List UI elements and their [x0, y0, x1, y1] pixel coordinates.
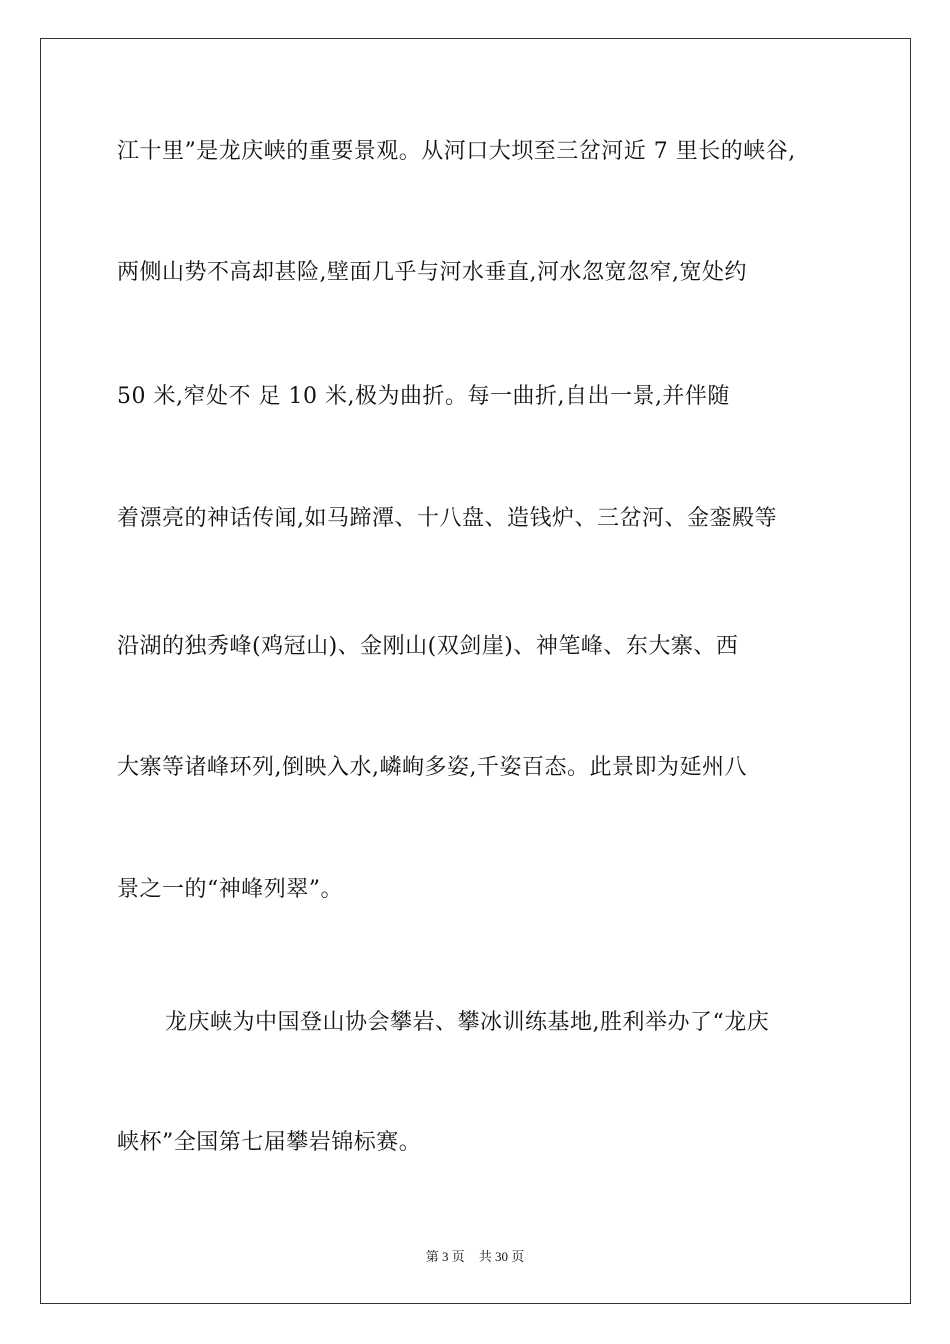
paragraph-line-6: 大寨等诸峰环列,倒映入水,嶙峋多姿,千姿百态。此景即为延州八 [117, 755, 747, 780]
paragraph-line-7: 景之一的“神峰列翠”。 [117, 877, 343, 902]
paragraph-line-1: 江十里”是龙庆峡的重要景观。从河口大坝至三岔河近 7 里长的峡谷, [117, 139, 796, 164]
paragraph-line-4: 着漂亮的神话传闻,如马蹄潭、十八盘、造钱炉、三岔河、金銮殿等 [117, 506, 777, 531]
paragraph-line-8: 龙庆峡为中国登山协会攀岩、攀冰训练基地,胜利举办了“龙庆 [165, 1010, 770, 1035]
paragraph-line-3: 50 米,窄处不 足 10 米,极为曲折。每一曲折,自出一景,并伴随 [117, 384, 730, 409]
page-total: 共 30 页 [478, 1249, 525, 1264]
page-number: 第 3 页 [425, 1249, 465, 1264]
paragraph-line-5: 沿湖的独秀峰(鸡冠山)、金刚山(双剑崖)、神笔峰、东大寨、西 [117, 634, 739, 659]
paragraph-line-9: 峡杯”全国第七届攀岩锦标赛。 [117, 1130, 422, 1155]
paragraph-line-2: 两侧山势不高却甚险,壁面几乎与河水垂直,河水忽宽忽窄,宽处约 [117, 260, 747, 285]
page-footer [0, 1246, 950, 1265]
page-border [40, 38, 911, 1304]
